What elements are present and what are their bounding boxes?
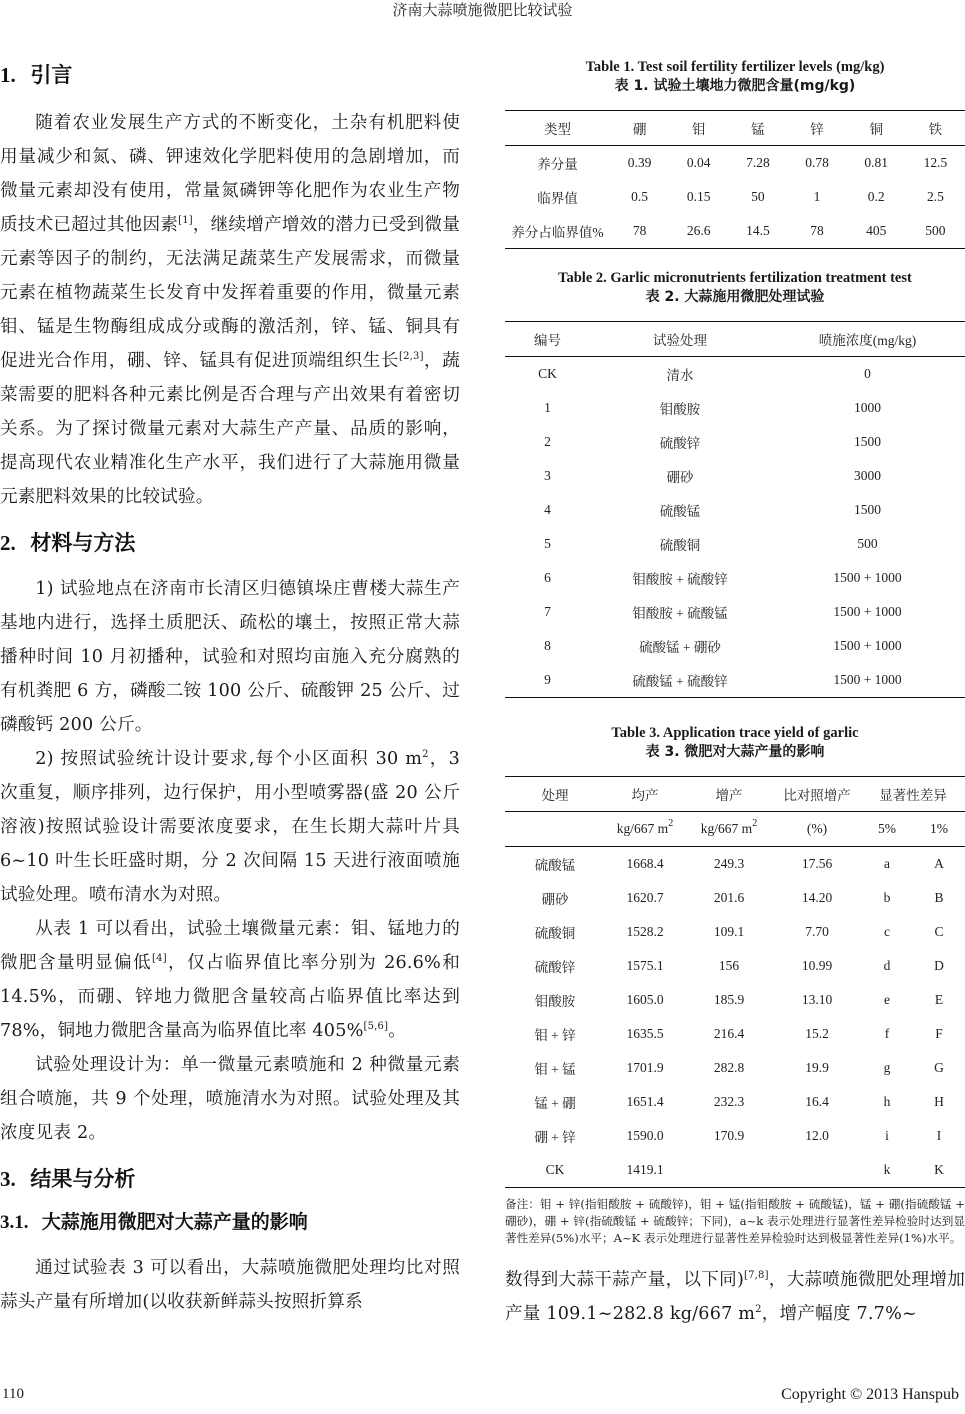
superscript: 2 <box>755 1304 762 1315</box>
table-cell: 1 <box>813 189 821 204</box>
table-cell: 硫酸锌 <box>534 960 576 975</box>
table-cell: 清水 <box>666 368 694 383</box>
table-row <box>505 425 965 459</box>
table-cell: 10.99 <box>801 958 833 973</box>
table-cell: 17.56 <box>801 856 833 871</box>
table-cell: 1590.0 <box>626 1128 664 1143</box>
table-cell: 硫酸锰 + 硼砂 <box>639 640 721 655</box>
table-cell: 249.3 <box>713 856 745 871</box>
table-cell: 1500 <box>854 434 881 449</box>
table3-unit-cell: (%) <box>773 812 861 847</box>
table3-header-cell: 均产 <box>605 777 685 812</box>
superscript: 2 <box>668 818 674 829</box>
text-run: ，增产幅度 7.7%~ <box>761 1304 917 1324</box>
table-cell: 500 <box>906 214 965 249</box>
subsection-title: 大蒜施用微肥对大蒜产量的影响 <box>41 1211 308 1233</box>
table-cell: 1635.5 <box>626 1026 664 1041</box>
left-column <box>0 56 460 1319</box>
table-cell: b <box>883 890 891 905</box>
table-row <box>505 459 965 493</box>
table-cell: 硼 + 锌 <box>534 1130 576 1145</box>
table-cell: 0.78 <box>805 155 829 170</box>
table-row <box>505 881 965 915</box>
table-cell: 养分量 <box>537 157 578 172</box>
table-cell: E <box>934 992 944 1007</box>
table-cell: 2 <box>544 434 551 449</box>
table-cell: 1500 + 1000 <box>833 570 902 585</box>
table-row <box>505 1051 965 1085</box>
table3-unit-cell: 1% <box>913 812 965 847</box>
section-title: 结果与分析 <box>30 1167 136 1191</box>
table-cell: 19.9 <box>805 1060 829 1075</box>
table2-caption-cn: 表 2. 大蒜施用微肥处理试验 <box>645 289 825 305</box>
table-cell: 1 <box>544 400 551 415</box>
table-row <box>505 146 965 181</box>
section-number: 1. <box>0 63 16 87</box>
table-cell <box>685 1153 773 1188</box>
table-cell: 硫酸铜 <box>534 926 576 941</box>
table3-note: 备注：钼 + 锌(指钼酸胺 + 硫酸锌)，钼 + 锰(指钼酸胺 + 硫酸锰)，锰 + 硼(指硫酸锰 + 硼砂)，硼 + 锌(指硫酸锰 + 硫酸锌；下同)，a~k 表示处理进行显著性差异检验时达到显著性差异(5%)水平；A~K 表示处理进行显著性差异检验时达到极显著性差异(1%)水平。 <box>505 1197 965 1245</box>
table-cell: D <box>934 958 944 973</box>
table-cell: 12.5 <box>923 155 948 170</box>
table2-header-row <box>505 322 965 357</box>
table-cell: 养分占临界值% <box>505 214 610 249</box>
table-cell: 钼酸胺 + 硫酸锌 <box>632 572 728 587</box>
table-cell: CK <box>538 366 557 381</box>
table1-header-row <box>505 111 965 146</box>
table3-header-cell: 处理 <box>505 777 605 812</box>
table-cell: 1500 + 1000 <box>833 604 902 619</box>
table-cell: a <box>884 856 890 871</box>
table1-caption-cn: 表 1. 试验土壤地力微肥含量(mg/kg) <box>614 78 856 94</box>
table-cell: H <box>934 1094 944 1109</box>
table-row <box>505 527 965 561</box>
table-cell: 78 <box>610 214 669 249</box>
table-cell: 8 <box>544 638 551 653</box>
unit-text: kg/667 m <box>616 821 669 836</box>
table-cell: 14.5 <box>728 214 787 249</box>
paragraph-treatment-design: 试验处理设计为：单一微量元素喷施和 2 种微量元素组合喷施，共 9 个处理，喷施清水为对照。试验处理及其浓度见表 2。 <box>0 1055 460 1143</box>
table-cell: 14.20 <box>801 890 833 905</box>
running-title: 济南大蒜喷施微肥比较试验 <box>392 1 573 19</box>
table2 <box>505 321 965 698</box>
table3-header-cell: 比对照增产 <box>773 777 861 812</box>
paragraph-design <box>0 742 460 912</box>
table-cell: 1575.1 <box>626 958 664 973</box>
table-row <box>505 1085 965 1119</box>
table-cell: 硼砂 <box>541 892 569 907</box>
text-run: 从表 1 可以看出，试验土壤微量元素：钼、锰地力的微肥含量明显偏低 <box>0 919 460 973</box>
table3-header-row <box>505 777 965 812</box>
superscript: 2 <box>752 818 758 829</box>
table-row <box>505 949 965 983</box>
text-run: 数得到大蒜干蒜产量，以下同) <box>505 1270 745 1290</box>
text-run: ，3 次重复，顺序排列，边行保护，用小型喷雾器(盛 20 公斤溶液)按照试验设计需要浓度要求，在生长期大蒜叶片具 6~10 叶生长旺盛时期，分 2 次间隔 15 天进行液面喷施试验处理。喷布清水为对照。 <box>0 749 460 905</box>
table-cell: k <box>861 1153 913 1188</box>
table-cell: 钼酸胺 + 硫酸锰 <box>632 606 728 621</box>
table-row <box>505 983 965 1017</box>
table-row <box>505 595 965 629</box>
subsection-heading-yield <box>0 1208 460 1237</box>
table-cell: B <box>934 890 944 905</box>
paragraph-yield-start: 通过试验表 3 可以看出，大蒜喷施微肥处理均比对照蒜头产量有所增加(以收获新鲜蒜头按照折算系 <box>0 1258 460 1312</box>
table-cell: 16.4 <box>805 1094 829 1109</box>
table1-header-cell: 铜 <box>847 111 906 146</box>
section-heading-materials-methods <box>0 528 460 558</box>
table3-unit-cell <box>685 812 773 847</box>
table-cell: 1419.1 <box>605 1153 685 1188</box>
citation: [4] <box>152 953 167 964</box>
table-cell: 109.1 <box>713 924 745 939</box>
paragraph-table1-analysis <box>0 912 460 1048</box>
table-row <box>505 1119 965 1153</box>
table-row <box>505 357 965 392</box>
table-cell: 1500 + 1000 <box>770 663 965 698</box>
text-run: ，蔬菜需要的肥料各种元素比例是否合理与产出效果有着密切关系。为了探讨微量元素对大蒜生产产量、品质的影响，提高现代农业精准化生产水平，我们进行了大蒜施用微量元素肥料效果的比较试验。 <box>0 351 460 507</box>
table-cell: 216.4 <box>713 1026 745 1041</box>
section-title: 材料与方法 <box>30 531 136 555</box>
copyright: Copyright © 2013 Hanspub <box>781 1386 959 1403</box>
table-cell: 7 <box>544 604 551 619</box>
table2-header-cell: 喷施浓度(mg/kg) <box>770 322 965 357</box>
table-cell: 硫酸锰 <box>534 858 576 873</box>
table-cell: 15.2 <box>805 1026 829 1041</box>
subsection-number: 3.1. <box>0 1212 29 1233</box>
text-run: 。 <box>388 1021 407 1041</box>
table-cell: 3000 <box>854 468 881 483</box>
table-row <box>505 180 965 214</box>
table-cell: 1668.4 <box>626 856 664 871</box>
table-cell: 156 <box>718 958 740 973</box>
text-run: ，大蒜喷施微肥处理增加产量 109.1~282.8 kg/667 m <box>505 1270 965 1324</box>
table-cell: 钼 + 锌 <box>534 1028 576 1043</box>
table-row <box>505 847 965 882</box>
table-cell: CK <box>505 1153 605 1188</box>
table-cell: 硫酸锰 <box>659 504 701 519</box>
table-cell: 0 <box>864 366 871 381</box>
table-cell: 1605.0 <box>626 992 664 1007</box>
text-run: ，继续增产增效的潜力已受到微量元素等因子的制约，无法满足蔬菜生产发展需求，而微量元素在植物蔬菜生长发育中发挥着重要的作用，微量元素钼、锰是生物酶组成成分或酶的激活剂，锌、锰、铜具有促进光合作用，硼、锌、锰具有促进顶端组织生长 <box>0 215 460 371</box>
citation: [7,8] <box>744 1270 769 1281</box>
table-cell: 硼砂 <box>666 470 694 485</box>
table3-unit-cell <box>505 812 605 847</box>
table-cell: 锰 + 硼 <box>534 1096 576 1111</box>
citation: [5,6] <box>363 1021 389 1032</box>
table-cell: 钼 + 锰 <box>534 1062 576 1077</box>
table-cell: F <box>935 1026 943 1041</box>
table-cell: 硫酸铜 <box>659 538 701 553</box>
table-cell: 201.6 <box>713 890 745 905</box>
citation: [1] <box>178 215 193 226</box>
table-row <box>505 915 965 949</box>
section-heading-results <box>0 1164 460 1194</box>
table3-unit-cell: 5% <box>861 812 913 847</box>
table-cell: 3 <box>544 468 551 483</box>
table1-header-cell: 硼 <box>610 111 669 146</box>
table2-header-cell: 编号 <box>505 322 590 357</box>
text-run: ，仅占临界值比率分别为 26.6%和 14.5%，而硼、锌地力微肥含量较高占临界值比率达到 78%，铜地力微肥含量高为临界值比率 405% <box>0 953 460 1041</box>
table3-header-cell: 显著性差异 <box>861 777 965 812</box>
table-cell: 1651.4 <box>626 1094 664 1109</box>
table-cell: 1528.2 <box>626 924 664 939</box>
table2-caption-en: Table 2. Garlic micronutrients fertilization treatment test <box>558 270 912 286</box>
table-cell: 50 <box>751 189 765 204</box>
table-cell: 282.8 <box>713 1060 745 1075</box>
table-cell: 0.39 <box>627 155 652 170</box>
table-cell: 9 <box>505 663 590 698</box>
table-cell: 1701.9 <box>626 1060 664 1075</box>
table-cell: 0.2 <box>867 189 885 204</box>
table-row <box>505 493 965 527</box>
table3-units-row <box>505 812 965 847</box>
table-cell: 7.70 <box>805 924 829 939</box>
table-cell: 78 <box>787 214 846 249</box>
table1-header-cell: 锰 <box>728 111 787 146</box>
table-cell: 170.9 <box>713 1128 745 1143</box>
table-cell: f <box>884 1026 890 1041</box>
table-cell: 185.9 <box>713 992 745 1007</box>
page-number: 110 <box>2 1386 24 1402</box>
right-column <box>505 58 965 1331</box>
section-heading-introduction <box>0 60 460 90</box>
table-cell: 0.81 <box>864 155 889 170</box>
table-cell: 5 <box>544 536 551 551</box>
table-cell: c <box>884 924 890 939</box>
table-cell: 硫酸锰 + 硫酸锌 <box>590 663 770 698</box>
table-cell: G <box>934 1060 944 1075</box>
table1-header-cell: 锌 <box>787 111 846 146</box>
table1-header-cell: 钼 <box>669 111 728 146</box>
table-cell: i <box>885 1128 889 1143</box>
section-title: 引言 <box>30 63 73 87</box>
table-cell: e <box>884 992 890 1007</box>
table-cell: 405 <box>847 214 906 249</box>
table-cell: 26.6 <box>669 214 728 249</box>
table-cell: K <box>913 1153 965 1188</box>
table-cell: C <box>934 924 944 939</box>
table-cell: 临界值 <box>537 191 578 206</box>
table-cell: h <box>883 1094 891 1109</box>
table-cell: 1620.7 <box>626 890 664 905</box>
table-cell: I <box>936 1128 942 1143</box>
table-cell: 1500 + 1000 <box>833 638 902 653</box>
table-cell <box>773 1153 861 1188</box>
table-cell: 硫酸锌 <box>659 436 701 451</box>
table-cell: g <box>883 1060 891 1075</box>
table3 <box>505 776 965 1188</box>
superscript: 2 <box>422 749 429 760</box>
table-cell: 0.04 <box>686 155 711 170</box>
table3-caption-en: Table 3. Application trace yield of garlic <box>611 725 859 741</box>
table-cell: 1000 <box>854 400 881 415</box>
table-row <box>505 391 965 425</box>
table-row <box>505 663 965 698</box>
paragraph-site: 1) 试验地点在济南市长清区归德镇垛庄曹楼大蒜生产基地内进行，选择土质肥沃、疏松的壤土，按照正常大蒜播种时间 10 月初播种，试验和对照均亩施入充分腐熟的有机粪肥 6 方，磷酸二铵 100 公斤、硫酸钾 25 公斤、过磷酸钙 200 公斤。 <box>0 579 460 735</box>
table-cell: 2.5 <box>926 189 944 204</box>
table-row <box>505 1017 965 1051</box>
table-row <box>505 214 965 249</box>
paragraph-yield-continued <box>505 1263 965 1331</box>
table1 <box>505 110 965 249</box>
table-row <box>505 561 965 595</box>
table-cell: 12.0 <box>805 1128 829 1143</box>
table1-header-cell: 类型 <box>505 111 610 146</box>
table-cell: 0.15 <box>686 189 711 204</box>
table-cell: 0.5 <box>631 189 649 204</box>
table-cell: 6 <box>544 570 551 585</box>
table-cell: 500 <box>857 536 878 551</box>
table-cell: 钼酸胺 <box>534 994 576 1009</box>
table-cell: A <box>934 856 944 871</box>
table3-header-cell: 增产 <box>685 777 773 812</box>
table-cell: d <box>883 958 891 973</box>
table-cell: 1500 <box>854 502 881 517</box>
table-cell: 7.28 <box>746 155 770 170</box>
table2-header-cell: 试验处理 <box>590 322 770 357</box>
section-number: 2. <box>0 531 16 555</box>
unit-text: kg/667 m <box>700 821 753 836</box>
table-cell: 13.10 <box>801 992 833 1007</box>
citation: [2,3] <box>399 351 424 362</box>
table1-caption-en: Table 1. Test soil fertility fertilizer levels (mg/kg) <box>585 59 885 75</box>
table-row <box>505 629 965 663</box>
table-cell: 钼酸胺 <box>659 402 701 417</box>
paragraph-introduction <box>0 106 460 514</box>
table1-header-cell: 铁 <box>906 111 965 146</box>
table-row <box>505 1153 965 1188</box>
text-run: 随着农业发展生产方式的不断变化，土杂有机肥料使用量减少和氮、磷、钾速效化学肥料使用的急剧增加，而微量元素却没有使用，常量氮磷钾等化肥作为农业生产物质技术已超过其他因素 <box>0 113 460 235</box>
table-cell: 232.3 <box>713 1094 745 1109</box>
table-cell: 4 <box>544 502 551 517</box>
text-run: 2) 按照试验统计设计要求,每个小区面积 30 m <box>35 749 423 769</box>
table3-unit-cell <box>605 812 685 847</box>
table3-caption-cn: 表 3. 微肥对大蒜产量的影响 <box>645 744 825 760</box>
section-number: 3. <box>0 1167 16 1191</box>
